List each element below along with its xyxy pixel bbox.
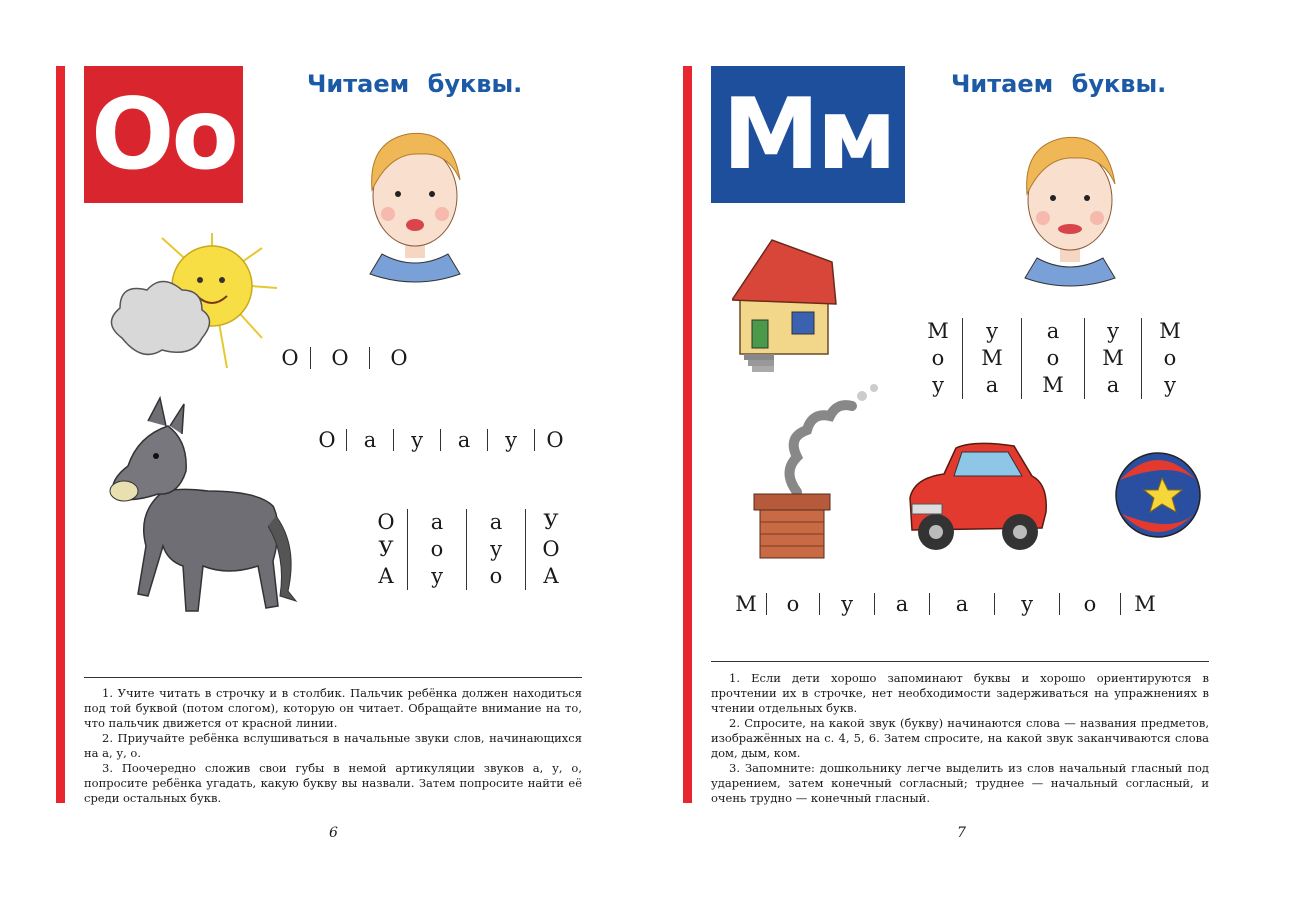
letter-m-box bbox=[711, 66, 905, 203]
left-page-title: Читаем буквы. bbox=[307, 70, 523, 98]
column-letter: У bbox=[378, 537, 394, 561]
column-letter: О bbox=[542, 537, 560, 561]
note-paragraph: 3. Запомните: дошкольнику легче выделить из слов начальный гласный под ударением, затем конечный согласный; труднее — начальный согласный, и очень трудно — конечный гласный. bbox=[711, 761, 1209, 805]
note-paragraph: 1. Если дети хорошо запоминают буквы и хорошо ориентируются в прочтении их в строчке, нет необходимости задерживаться на упражнениях в чтении отдельных букв. bbox=[711, 671, 1209, 715]
left-column-group bbox=[365, 509, 576, 590]
page-number-right: 7 bbox=[957, 825, 966, 841]
column-letter: а bbox=[430, 510, 444, 534]
letter-column bbox=[914, 318, 962, 399]
letter-column bbox=[963, 318, 1021, 399]
letter-column bbox=[1142, 318, 1198, 399]
right-red-margin-line bbox=[683, 66, 692, 803]
column-letter: М bbox=[1102, 346, 1124, 370]
row2-letter: у bbox=[410, 428, 424, 452]
letter-column bbox=[526, 509, 576, 590]
letter-column bbox=[1085, 318, 1141, 399]
letter-column bbox=[467, 509, 525, 590]
right-page-title: Читаем буквы. bbox=[951, 70, 1167, 98]
column-letter: О bbox=[377, 510, 395, 534]
row-letter: у bbox=[1020, 592, 1034, 616]
note-paragraph: 2. Приучайте ребёнка вслушиваться в начальные звуки слов, начинающихся на а, у, о. bbox=[84, 731, 582, 760]
letter-column bbox=[1022, 318, 1084, 399]
right-column-group bbox=[914, 318, 1198, 399]
letter-column bbox=[408, 509, 466, 590]
column-letter: о bbox=[1163, 346, 1177, 370]
row1-letter: О bbox=[390, 346, 408, 370]
row2-letter: а bbox=[363, 428, 377, 452]
row1-letter: О bbox=[331, 346, 349, 370]
column-letter: М bbox=[981, 346, 1003, 370]
left-row-2 bbox=[308, 428, 575, 452]
letter-o-text: Оо bbox=[91, 77, 236, 192]
row-letter: а bbox=[895, 592, 909, 616]
house-illustration bbox=[732, 232, 837, 374]
column-letter: А bbox=[543, 564, 559, 588]
column-letter: у bbox=[489, 537, 503, 561]
column-letter: М bbox=[1042, 373, 1064, 397]
letter-m-text: Мм bbox=[722, 77, 894, 192]
row1-letter: О bbox=[281, 346, 299, 370]
page-number-left: 6 bbox=[329, 825, 338, 841]
column-letter: а bbox=[1106, 373, 1120, 397]
column-letter: о bbox=[430, 537, 444, 561]
left-red-margin-line bbox=[56, 66, 65, 803]
column-letter: М bbox=[1159, 319, 1181, 343]
column-letter: М bbox=[927, 319, 949, 343]
column-letter: а bbox=[985, 373, 999, 397]
row-letter: о bbox=[786, 592, 800, 616]
column-letter: у bbox=[430, 564, 444, 588]
column-letter: у bbox=[1106, 319, 1120, 343]
right-row bbox=[726, 592, 1169, 616]
column-letter: о bbox=[489, 564, 503, 588]
column-letter: о bbox=[1046, 346, 1060, 370]
right-notes-rule bbox=[711, 661, 1209, 662]
row-letter: о bbox=[1083, 592, 1097, 616]
row-letter: М bbox=[735, 592, 757, 616]
sun-cloud-illustration bbox=[102, 228, 280, 373]
row2-letter: О bbox=[546, 428, 564, 452]
column-letter: у bbox=[931, 373, 945, 397]
column-letter: У bbox=[543, 510, 559, 534]
left-notes bbox=[84, 686, 582, 806]
left-row-1 bbox=[270, 346, 428, 370]
ball-illustration bbox=[1112, 450, 1204, 540]
boy-face-illustration bbox=[360, 122, 470, 284]
boy-face-illustration bbox=[1015, 126, 1125, 288]
column-letter: а bbox=[489, 510, 503, 534]
note-paragraph: 3. Поочередно сложив свои губы в немой артикуляции звуков а, у, о, попросите ребёнка угадать, какую букву вы назвали. Затем попросите найти её среди остальных букв. bbox=[84, 761, 582, 805]
column-letter: А bbox=[378, 564, 394, 588]
note-paragraph: 2. Спросите, на какой звук (букву) начинаются слова — названия предметов, изображённых на с. 4, 5, 6. Затем спросите, на какой звук заканчиваются слова дом, дым, ком. bbox=[711, 716, 1209, 760]
car-illustration bbox=[904, 438, 1050, 556]
row2-letter: а bbox=[457, 428, 471, 452]
note-paragraph: 1. Учите читать в строчку и в столбик. Пальчик ребёнка должен находиться под той буквой (потом слогом), которую он читает. Обращайте внимание на то, что пальчик движется от красной линии. bbox=[84, 686, 582, 730]
letter-o-box bbox=[84, 66, 243, 203]
column-letter: о bbox=[931, 346, 945, 370]
row-letter: а bbox=[955, 592, 969, 616]
chimney-smoke-illustration bbox=[752, 382, 882, 560]
column-letter: у bbox=[1163, 373, 1177, 397]
right-notes bbox=[711, 671, 1209, 806]
left-notes-rule bbox=[84, 677, 582, 678]
letter-column bbox=[365, 509, 407, 590]
row-letter: М bbox=[1134, 592, 1156, 616]
row2-letter: у bbox=[504, 428, 518, 452]
column-letter: у bbox=[985, 319, 999, 343]
column-letter: а bbox=[1046, 319, 1060, 343]
donkey-illustration bbox=[108, 396, 306, 626]
row-letter: у bbox=[840, 592, 854, 616]
row2-letter: О bbox=[318, 428, 336, 452]
